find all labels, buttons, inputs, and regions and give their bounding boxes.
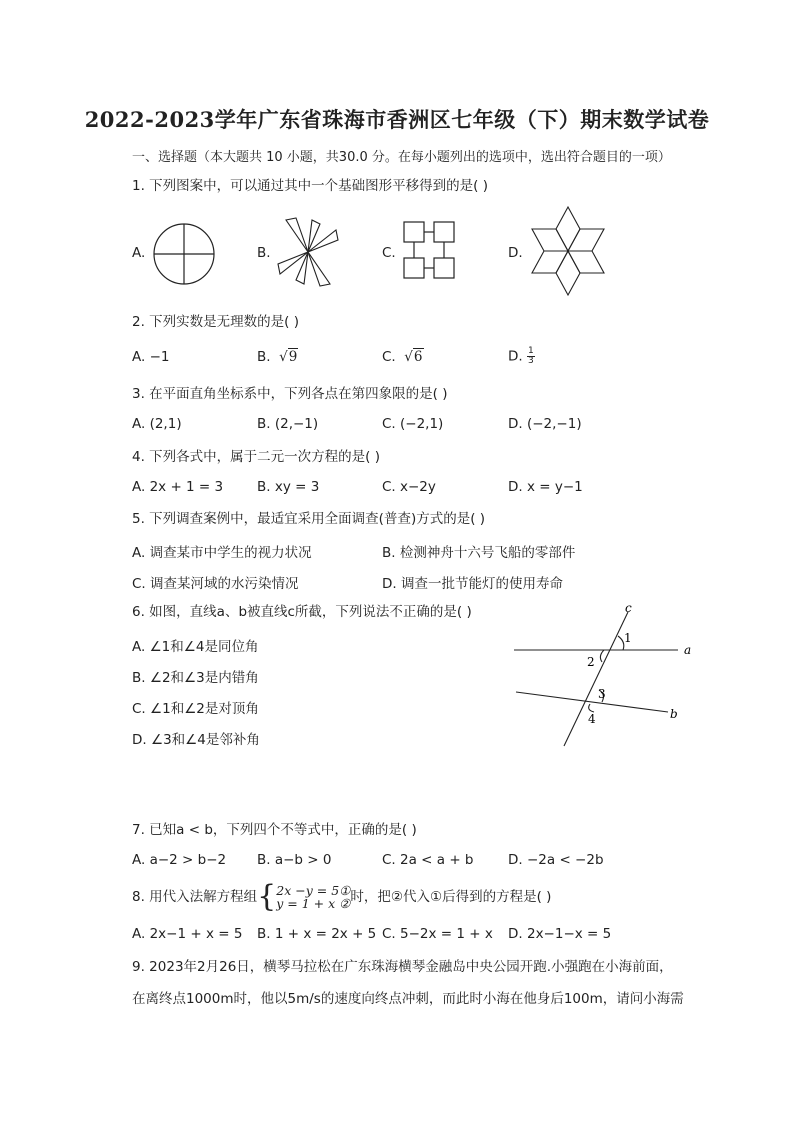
question-1-stem: 1. 下列图案中，可以通过其中一个基础图形平移得到的是( ) — [132, 178, 488, 194]
question-3-stem: 3. 在平面直角坐标系中，下列各点在第四象限的是( ) — [132, 386, 448, 402]
q2-option-d-label: D. — [508, 348, 523, 365]
q4-option-b: B. xy = 3 — [257, 479, 320, 495]
angle-label-4: 4 — [588, 712, 596, 726]
q4-option-c: C. x−2y — [382, 479, 436, 495]
fraction-numerator: 1 — [527, 346, 534, 356]
q8-stem-pre: 8. 用代入法解方程组 — [132, 889, 258, 905]
question-5-stem: 5. 下列调查案例中，最适宜采用全面调查(普查)方式的是( ) — [132, 511, 486, 527]
q3-option-a: A. (2,1) — [132, 416, 182, 432]
q1-option-b-label: B. — [257, 245, 271, 261]
equation-1: 2x −y = 5① — [276, 883, 351, 898]
q3-option-d: D. (−2,−1) — [508, 416, 582, 432]
q4-option-d: D. x = y−1 — [508, 479, 583, 495]
question-9-line-2: 在离终点1000m时，他以5m/s的速度向终点冲刺，而此时小海在他身后100m，请问小海需 — [132, 991, 684, 1007]
page-title: 2022-2023学年广东省珠海市香洲区七年级（下）期末数学试卷 — [84, 107, 710, 132]
line-b — [516, 692, 668, 712]
q1-figure-b-pinwheel — [276, 216, 340, 288]
q4-option-a: A. 2x + 1 = 3 — [132, 479, 224, 495]
q2-option-c — [382, 349, 424, 365]
line-c — [564, 612, 628, 746]
q1-option-d-label: D. — [508, 245, 523, 261]
system-brace: { — [257, 879, 277, 914]
equation-system — [276, 884, 350, 910]
angle-label-3: 3 — [598, 687, 606, 701]
q2-option-c-sqrt: √6 — [400, 349, 423, 365]
question-4-stem: 4. 下列各式中，属于二元一次方程的是( ) — [132, 449, 380, 465]
label-b: b — [670, 707, 678, 721]
q1-figure-d-star — [528, 205, 608, 297]
q1-figure-a-circle — [150, 220, 218, 288]
q2-option-b-label: B. — [257, 349, 271, 365]
section-heading: 一、选择题（本大题共 10 小题，共30.0 分。在每小题列出的选项中，选出符合题目的一项） — [132, 150, 671, 165]
q8-option-d: D. 2x−1−x = 5 — [508, 926, 612, 942]
q6-transversal-figure — [508, 598, 708, 750]
q1-option-c-label: C. — [382, 245, 396, 261]
q7-option-d: D. −2a < −2b — [508, 852, 604, 868]
q6-option-b: B. ∠2和∠3是内错角 — [132, 670, 259, 686]
q5-option-c: C. 调查某河域的水污染情况 — [132, 576, 299, 592]
q2-option-c-label: C. — [382, 349, 396, 365]
q5-option-d: D. 调查一批节能灯的使用寿命 — [382, 576, 563, 592]
q6-option-a: A. ∠1和∠4是同位角 — [132, 639, 259, 655]
fraction-denominator: 3 — [527, 356, 534, 366]
q3-option-b: B. (2,−1) — [257, 416, 319, 432]
angle-label-2: 2 — [587, 655, 595, 669]
q7-option-c: C. 2a < a + b — [382, 852, 474, 868]
question-6-stem: 6. 如图，直线a、b被直线c所截，下列说法不正确的是( ) — [132, 604, 472, 620]
q8-option-a: A. 2x−1 + x = 5 — [132, 926, 243, 942]
q2-option-c-radicand: 6 — [413, 349, 423, 365]
q2-option-b-radicand: 9 — [288, 349, 298, 365]
q2-option-d — [508, 347, 535, 366]
q2-option-d-fraction — [527, 347, 535, 366]
q7-option-b: B. a−b > 0 — [257, 852, 332, 868]
q2-option-b — [257, 349, 298, 365]
q5-option-a: A. 调查某市中学生的视力状况 — [132, 545, 312, 561]
q2-option-a: A. −1 — [132, 349, 170, 365]
q6-option-c: C. ∠1和∠2是对顶角 — [132, 701, 259, 717]
q3-option-c: C. (−2,1) — [382, 416, 444, 432]
q7-option-a: A. a−2 > b−2 — [132, 852, 227, 868]
q8-option-c: C. 5−2x = 1 + x — [382, 926, 493, 942]
q8-option-b: B. 1 + x = 2x + 5 — [257, 926, 377, 942]
q1-option-a-label: A. — [132, 245, 146, 261]
q5-option-b: B. 检测神舟十六号飞船的零部件 — [382, 545, 576, 561]
label-c: c — [625, 601, 632, 615]
q2-option-b-sqrt: √9 — [274, 349, 298, 365]
question-9-line-1: 9. 2023年2月26日，横琴马拉松在广东珠海横琴金融岛中央公园开跑.小强跑在小海前面， — [132, 959, 673, 975]
question-7-stem: 7. 已知a < b，下列四个不等式中，正确的是( ) — [132, 822, 417, 838]
q8-stem-post: 时，把②代入①后得到的方程是( ) — [350, 889, 552, 905]
angle-label-1: 1 — [624, 631, 632, 645]
label-a: a — [684, 643, 692, 657]
question-2-stem: 2. 下列实数是无理数的是( ) — [132, 314, 299, 330]
q1-figure-c-squares — [400, 220, 460, 280]
q6-option-d: D. ∠3和∠4是邻补角 — [132, 732, 260, 748]
question-8-stem — [132, 880, 551, 914]
equation-2: y = 1 + x ② — [276, 896, 351, 911]
